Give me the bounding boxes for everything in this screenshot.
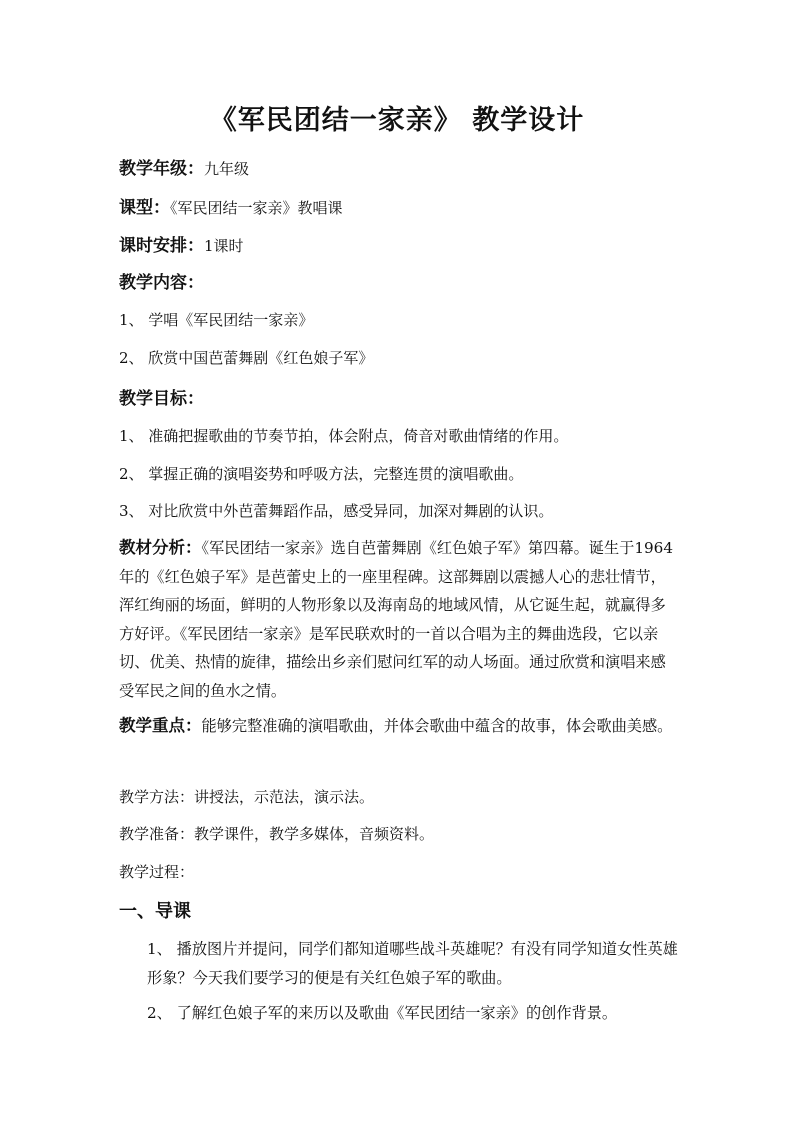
document-title: 《军民团结一家亲》 教学设计: [209, 105, 585, 136]
goal-item-2: 2、 掌握正确的演唱姿势和呼吸方法，完整连贯的演唱歌曲。: [119, 465, 524, 483]
content-item-2: 2、 欣赏中国芭蕾舞剧《红色娘子军》: [119, 349, 374, 367]
grade-label: 教学年级：: [119, 159, 204, 179]
analysis-label: 教材分析：: [119, 538, 202, 557]
focus-label: 教学重点：: [119, 716, 202, 735]
schedule-value: 1课时: [204, 237, 244, 255]
section-item-1: 1、 播放图片并提问，同学们都知道哪些战斗英雄呢？有没有同学知道女性英雄形象？今天我们要学习的便是有关红色娘子军的歌曲。: [147, 940, 678, 987]
prep-line: 教学准备：教学课件，教学多媒体，音频资料。: [119, 825, 435, 843]
analysis-paragraph: [119, 534, 679, 706]
lesson-type-line: [119, 193, 343, 218]
schedule-label: 课时安排：: [119, 236, 204, 256]
process-line: 教学过程：: [119, 863, 195, 881]
analysis-text: 《军民团结一家亲》选自芭蕾舞剧《红色娘子军》第四幕。诞生于1964年的《红色娘子军》是芭蕾史上的一座里程碑。这部舞剧以震撼人心的悲壮情节，浑红绚丽的场面，鲜明的人物形象以及海南岛的地域风情，从它诞生起，就赢得多方好评。《军民团结一家亲》是军民联欢时的一首以合唱为主的舞曲选段，它以亲切、优美、热情的旋律，描绘出乡亲们慰问红军的动人场面。通过欣赏和演唱来感受军民之间的鱼水之情。: [119, 539, 673, 700]
schedule-line: [119, 231, 244, 256]
content-item-1: 1、 学唱《军民团结一家亲》: [119, 311, 314, 329]
lesson-type-value: 《军民团结一家亲》教唱课: [170, 199, 343, 217]
focus-paragraph: [119, 712, 679, 741]
focus-text: 能够完整准确的演唱歌曲，并体会歌曲中蕴含的故事，体会歌曲美感。: [201, 717, 673, 735]
lesson-type-label: 课型：: [119, 198, 170, 218]
goal-item-1: 1、 准确把握歌曲的节奏节拍，体会附点，倚音对歌曲情绪的作用。: [119, 427, 569, 445]
goal-item-3: 3、 对比欣赏中外芭蕾舞蹈作品，感受异同，加深对舞剧的认识。: [119, 502, 554, 520]
grade-value: 九年级: [204, 160, 250, 178]
grade-line: [119, 154, 249, 179]
goals-heading: [119, 384, 204, 409]
section-heading: 一、导课: [119, 901, 191, 922]
content-label: 教学内容：: [119, 273, 204, 293]
content-heading: [119, 268, 204, 293]
section-item-2: 2、 了解红色娘子军的来历以及歌曲《军民团结一家亲》的创作背景。: [147, 1004, 618, 1022]
method-line: 教学方法：讲授法，示范法，演示法。: [119, 788, 375, 806]
goals-label: 教学目标：: [119, 389, 204, 409]
